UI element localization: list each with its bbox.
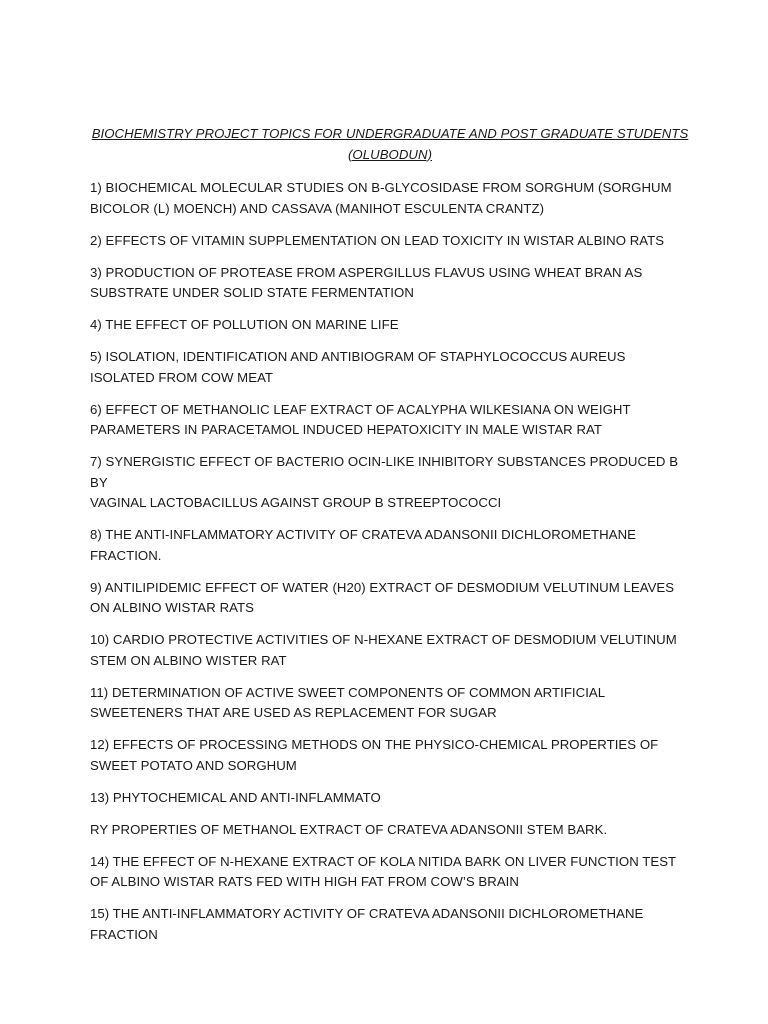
list-item-line-1: 12) EFFECTS OF PROCESSING METHODS ON THE PHYSICO-CHEMICAL PROPERTIES OF	[90, 737, 659, 752]
list-item-line-1: RY PROPERTIES OF METHANOL EXTRACT OF CRATEVA ADANSONII STEM BARK.	[90, 821, 608, 837]
list-item	[90, 525, 690, 566]
list-item	[90, 315, 690, 336]
list-item-line-1: 5) ISOLATION, IDENTIFICATION AND ANTIBIOGRAM OF STAPHYLOCOCCUS AUREUS	[90, 349, 626, 364]
list-item	[90, 178, 690, 219]
list-item-line-2: PARAMETERS IN PARACETAMOL INDUCED HEPATOXICITY IN MALE WISTAR RAT	[90, 422, 603, 437]
list-item	[90, 231, 690, 252]
document-title	[90, 124, 690, 165]
topic-list	[90, 178, 690, 945]
list-item	[90, 735, 690, 776]
list-item	[90, 788, 690, 809]
list-item-line-1: 15) THE ANTI-INFLAMMATORY ACTIVITY OF CRATEVA ADANSONII DICHLOROMETHANE	[90, 906, 644, 921]
title-line-2: (OLUBODUN)	[347, 146, 433, 162]
list-item-line-1: 13) PHYTOCHEMICAL AND ANTI-INFLAMMATO	[90, 789, 381, 805]
list-item-line-1: 7) SYNERGISTIC EFFECT OF BACTERIO OCIN-LIKE INHIBITORY SUBSTANCES PRODUCED B BY	[90, 454, 679, 490]
list-item-line-1: 14) THE EFFECT OF N-HEXANE EXTRACT OF KOLA NITIDA BARK ON LIVER FUNCTION TEST	[90, 853, 677, 869]
list-item	[90, 683, 690, 724]
list-item-line-2: ISOLATED FROM COW MEAT	[90, 369, 274, 385]
list-item	[90, 400, 690, 441]
list-item	[90, 820, 690, 841]
list-item-line-2: BICOLOR (L) MOENCH) AND CASSAVA (MANIHOT ESCULENTA CRANTZ)	[90, 200, 545, 216]
list-item	[90, 263, 690, 304]
title-line-1: BIOCHEMISTRY PROJECT TOPICS FOR UNDERGRADUATE AND POST GRADUATE STUDENTS	[91, 126, 689, 141]
document-page	[90, 124, 690, 957]
list-item	[90, 852, 690, 893]
list-item	[90, 630, 690, 671]
list-item-line-2: SUBSTRATE UNDER SOLID STATE FERMENTATION	[90, 285, 414, 300]
list-item-line-1: 3) PRODUCTION OF PROTEASE FROM ASPERGILLUS FLAVUS USING WHEAT BRAN AS	[90, 264, 643, 280]
list-item-line-1: 1) BIOCHEMICAL MOLECULAR STUDIES ON B-GLYCOSIDASE FROM SORGHUM (SORGHUM	[90, 180, 672, 195]
list-item-line-1: 8) THE ANTI-INFLAMMATORY ACTIVITY OF CRATEVA ADANSONII DICHLOROMETHANE	[90, 527, 636, 542]
list-item-line-2: STEM ON ALBINO WISTER RAT	[90, 652, 287, 668]
list-item	[90, 452, 690, 514]
list-item-line-1: 11) DETERMINATION OF ACTIVE SWEET COMPONENTS OF COMMON ARTIFICIAL	[90, 684, 606, 700]
list-item-line-2: SWEET POTATO AND SORGHUM	[90, 757, 297, 773]
list-item-line-2: FRACTION	[90, 926, 158, 942]
list-item-line-2: ON ALBINO WISTAR RATS	[90, 600, 254, 615]
list-item-line-2: SWEETENERS THAT ARE USED AS REPLACEMENT FOR SUGAR	[90, 705, 497, 720]
list-item-line-2: FRACTION.	[90, 547, 162, 563]
list-item	[90, 347, 690, 388]
list-item-line-2: OF ALBINO WISTAR RATS FED WITH HIGH FAT FROM COW’S BRAIN	[90, 874, 519, 889]
list-item-line-1: 2) EFFECTS OF VITAMIN SUPPLEMENTATION ON LEAD TOXICITY IN WISTAR ALBINO RATS	[90, 232, 665, 248]
list-item-line-1: 9) ANTILIPIDEMIC EFFECT OF WATER (H20) EXTRACT OF DESMODIUM VELUTINUM LEAVES	[90, 579, 675, 595]
list-item-line-1: 6) EFFECT OF METHANOLIC LEAF EXTRACT OF ACALYPHA WILKESIANA ON WEIGHT	[90, 401, 631, 417]
list-item-line-1: 4) THE EFFECT OF POLLUTION ON MARINE LIFE	[90, 317, 399, 332]
list-item	[90, 578, 690, 619]
list-item-line-1: 10) CARDIO PROTECTIVE ACTIVITIES OF N-HEXANE EXTRACT OF DESMODIUM VELUTINUM	[90, 632, 677, 647]
list-item-line-2: VAGINAL LACTOBACILLUS AGAINST GROUP B STREEPTOCOCCI	[90, 495, 502, 510]
list-item	[90, 904, 690, 945]
